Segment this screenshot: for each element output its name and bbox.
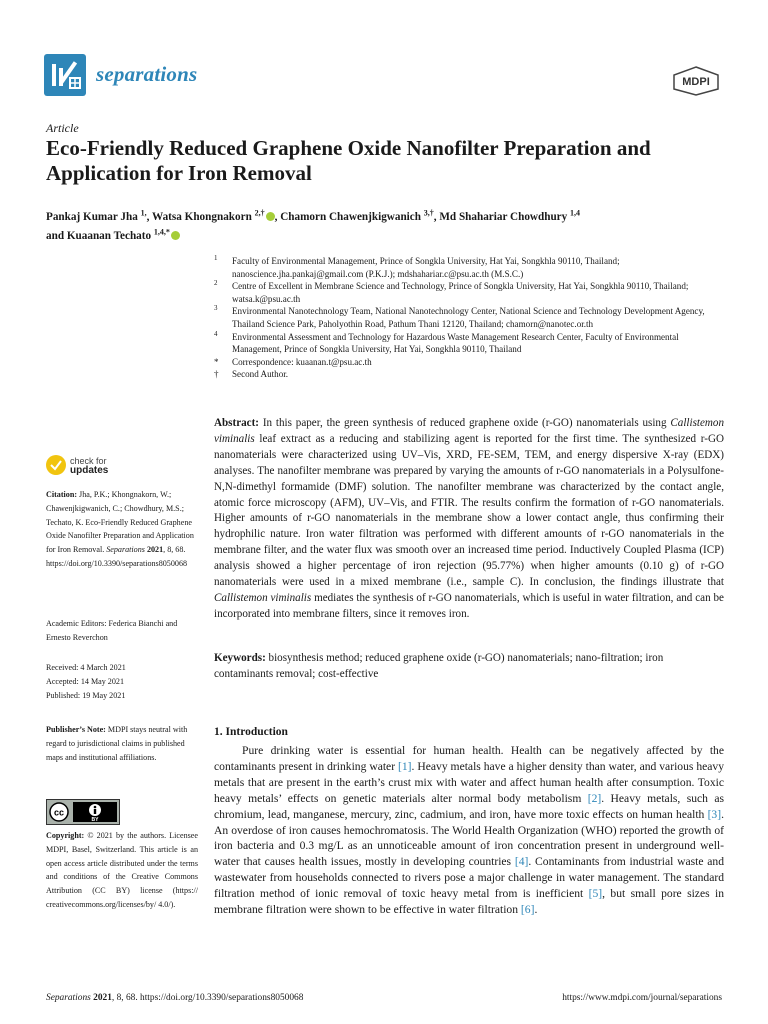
publishers-note: Publisher’s Note: MDPI stays neutral with regard to jurisdictional claims in published maps and institutional affiliations.: [46, 725, 188, 762]
footer-citation: Separations 2021, 8, 68. https://doi.org/10.3390/separations8050068: [46, 993, 304, 1003]
affiliation-item: [214, 368, 724, 381]
check-for-updates-button[interactable]: [46, 455, 166, 481]
mdpi-logo[interactable]: [672, 66, 720, 96]
citation-block: Citation: Jha, P.K.; Khongnakorn, W.; Chawenjkigwanich, C.; Chowdhury, M.S.; Techato, K. Eco-Friendly Reduced Graphene Oxide Nanofilter Preparation and Application for Iron Removal. Separations 2021, 8, 68. https://doi.org/10.3390/separations8050068: [46, 490, 194, 568]
affiliation-mark: 3: [214, 304, 218, 313]
orcid-icon[interactable]: [171, 231, 180, 240]
section-heading-introduction: 1. Introduction: [214, 726, 288, 738]
check-for-label: check for: [70, 456, 107, 466]
affiliation-item: [214, 356, 724, 369]
orcid-icon[interactable]: [266, 212, 275, 221]
affiliation-mark: *: [214, 356, 219, 367]
keywords-label: Keywords:: [214, 652, 266, 664]
cc-by-label: BY: [91, 817, 99, 823]
citation-link-2[interactable]: [2]: [587, 791, 602, 805]
author-list: Pankaj Kumar Jha $^{1,}$, Watsa Khongnakorn $^{2,\dagger}$ , Chamorn Chawenjkigwanich $^{3,\dagger}$, Md Shahariar Chowdhury $^{1,4}$ and Kuaanan Techato $^{1,4,*}$: [46, 208, 581, 243]
affiliation-mark: 4: [214, 329, 218, 338]
svg-text:cc: cc: [53, 807, 65, 818]
updates-label: updates: [70, 465, 109, 476]
citation-link-3[interactable]: [3]: [707, 807, 722, 821]
citation-link-4[interactable]: [4]: [514, 855, 529, 869]
cc-by-license-badge[interactable]: [46, 799, 120, 825]
published-date: Published: 19 May 2021: [46, 690, 126, 700]
affiliation-mark: 2: [214, 279, 218, 288]
author-name[interactable]: Chamorn Chawenjkigwanich: [280, 210, 421, 223]
author-name[interactable]: Pankaj Kumar Jha: [46, 210, 138, 223]
author-affiliation-mark: 1,4: [570, 208, 581, 217]
affiliation-item: [214, 280, 724, 305]
affiliation-text: Environmental Assessment and Technology for Hazardous Waste Management Research Center, Faculty of Environmental Management, Prince of Songkla University, Hat Yai, Songkhla 90110, Thailand: [232, 331, 679, 355]
affiliation-text: Centre of Excellent in Membrane Science and Technology, Prince of Songkla University, Hat Yai, Songkhla 90110, Thailand; watsa.k@psu.ac.th: [232, 281, 689, 304]
mdpi-logo-text: MDPI: [682, 76, 710, 88]
accepted-date: Accepted: 14 May 2021: [46, 676, 124, 686]
introduction-paragraph: Pure drinking water is essential for human health. Health can be negatively affected by the contaminants present in drinking water [1]. Heavy metals have a higher density than water, and various heavy metals that are present in the earth’s crust mix with water and affect human health after consumption. Toxic heavy metals’ effects on genetic materials alter normal body metabolism [2]. Heavy metals, such as chromium, lead, manganese, mercury, zinc, cadmium, and iron, have more toxic effects on human health [3]. An overdose of iron causes hemochromatosis. The World Health Organization (WHO) reported the growth of iron bacteria and 0.3 mg/L as an unnoticeable amount of iron concentration present in underground well-water that causes health issues, mostly in developing countries [4]. Contaminants from industrial waste and wastewater from households connected to rivers pose a major challenge in water management. The standard filtration method of ionic removal of toxic heavy metal from is inefficient [5], but small pore sizes in membrane filtration were shown to be effective in water filtration [6].: [214, 744, 725, 917]
citation-link-5[interactable]: [5]: [588, 887, 603, 901]
footer-journal-url[interactable]: https://www.mdpi.com/journal/separations: [562, 993, 722, 1003]
abstract: Abstract: In this paper, the green synthesis of reduced graphene oxide (r-GO) nanomaterials using Callistemon viminalis leaf extract as a reducing and stabilizing agent is reported for the first time. The synthesized r-GO nanomaterials were characterized using UV–Vis, XRD, FE-SEM, TEM, and energy dispersive X-ray (EDX) analyses. The nanofilter membrane was prepared by varying the amounts of r-GO nanomaterials in a Polysulfone-N,N-dimethyl formamide (DMF) solution. The nanofilter membrane was characterized by the contact angle, atomic force microscopy (AFM), UV–Vis, and FTIR. The results confirm the formation of r-GO nanomaterials. Higher amounts of r-GO nanomaterials in the membrane show a lower contact angle, thus confirming their hydrophilic nature. Iron water filtration was performed with different amounts of r-GO nanomaterials in the membrane filter, and the water flux was smooth over an increased time period. Inductively Coupled Plasma (ICP) analysis showed a higher percentage of iron rejection (95.77%) when higher amounts (0.10 g) of r-GO nanomaterials were used in a mixed membrane (i.e., sample C). In conclusion, the findings illustrate that Callistemon viminalis mediates the synthesis of r-GO nanomaterials, which is useful in water filtration, and can be incorporated into membrane filters, since it removes iron.: [214, 417, 724, 620]
separations-logo-icon: [44, 54, 86, 96]
affiliation-mark: †: [214, 369, 219, 380]
copyright-notice: Copyright: © 2021 by the authors. Licensee MDPI, Basel, Switzerland. This article is an open access article distributed under the terms and conditions of the Creative Commons Attribution (CC BY) license (https:// creativecommons.org/licenses/by/ 4.0/).: [46, 831, 198, 909]
affiliation-text: Environmental Nanotechnology Team, National Nanotechnology Center, National Science and Technology Development Agency, Thailand Science Park, Paholyothin Road, Pathum Thani 12120, Thailand; chamorn@nanotec.or.th: [232, 306, 705, 329]
author-affiliation-mark: 1,: [140, 208, 147, 217]
check-updates-icon: [46, 455, 66, 475]
publication-dates: [46, 661, 198, 702]
citation-doi-link[interactable]: https://doi.org/10.3390/separations8050068: [46, 558, 188, 568]
journal-name[interactable]: separations: [96, 62, 198, 86]
citation-link-1[interactable]: [1]: [398, 759, 412, 773]
author-affiliation-mark: 3,†: [423, 208, 434, 217]
author-affiliation-mark: 1,4,*: [153, 227, 170, 237]
affiliation-item: [214, 305, 724, 330]
author-name[interactable]: Watsa Khongnakorn: [152, 210, 252, 223]
affiliation-item: [214, 331, 724, 356]
article-title: Eco-Friendly Reduced Graphene Oxide Nanofilter Preparation and Application for Iron Removal: [46, 136, 651, 185]
affiliation-mark: 1: [214, 254, 218, 262]
author-name[interactable]: and Kuaanan Techato: [46, 230, 152, 243]
article-type: Article: [46, 121, 79, 135]
received-date: Received: 4 March 2021: [46, 663, 126, 672]
author-name[interactable]: Md Shahariar Chowdhury: [439, 210, 568, 223]
affiliation-text: Faculty of Environmental Management, Prince of Songkla University, Hat Yai, Songkhla 90110, Thailand; nanoscience.jha.pankaj@gmail.com (P.K.J.); mdshahariar.c@psu.ac.th (M.S.C.): [232, 256, 620, 279]
keywords: Keywords: biosynthesis method; reduced graphene oxide (r-GO) nanomaterials; nano-filtration; iron contaminants removal; cost-effective: [214, 652, 664, 680]
abstract-label: Abstract:: [214, 417, 259, 429]
affiliation-text: Second Author.: [232, 369, 289, 380]
academic-editors: Academic Editors: Federica Bianchi and Ernesto Reverchon: [46, 619, 178, 642]
citation-link-6[interactable]: [6]: [520, 903, 535, 917]
affiliation-text: Correspondence: kuaanan.t@psu.ac.th: [232, 356, 372, 367]
author-affiliation-mark: 2,†: [254, 208, 265, 217]
affiliations: [214, 255, 724, 381]
affiliation-item: [214, 255, 724, 280]
